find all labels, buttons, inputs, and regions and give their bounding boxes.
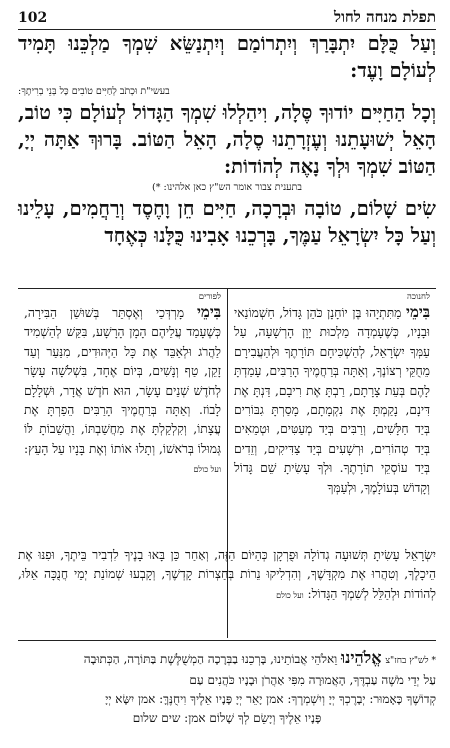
page-number: 102: [18, 10, 48, 26]
continuation-text: יִשְׂרָאֵל עָשִׂיתָ תְּשׁוּעָה גְדוֹלָה וּפֻרְקָן כְּהַיּוֹם הַזֶּה, וְאַחַר כֵּן בָּאוּ בָנֶיךָ לִדְבִיר בֵּיתֶךָ, וּפִנּוּ אֶת הֵיכָלֶךָ, וְטִהֲרוּ אֶת מִקְדָּשֶׁךָ, וְהִדְלִיקוּ נֵרוֹת בְּחַצְרוֹת קָדְשֶׁךָ, וְקָבְעוּ שְׁמוֹנַת יְמֵי חֲנֻכָּה אֵלּוּ, לְהוֹדוֹת וּלְהַלֵּל לְשִׁמְךָ הַגָּדוֹל:: [18, 548, 436, 601]
purim-label: לפורים: [198, 292, 221, 302]
ve-al-kulam-paragraph: וְעַל כֻּלָּם יִתְבָּרַךְ וְיִתְרוֹמַם וְיִתְנַשֵּׂא שִׁמְךָ מַלְכֵּנוּ תָּמִיד לְעוֹלָם וָעֶד:: [18, 32, 436, 82]
footnote-line-3: קְדוֹשֶׁךָ כָּאָמוּר: יְבָרֶכְךָ יְיָ וְיִשְׁמְרֶךָ: אמן יָאֵר יְיָ פָּנָיו אֵלֶיךָ וִיחֻנֶּךָּ: אמן יִשָּׂא יְיָ: [105, 692, 436, 706]
chanukah-continuation: [18, 546, 436, 605]
footnote-line-1: [18, 648, 436, 671]
vechol-hachaim-paragraph: וְכָל הַחַיִּים יוֹדוּךָ סֶּלָה, וִיהַלְלוּ שִׁמְךָ הַגָּדוֹל לְעוֹלָם כִּי טוֹב, הָאֵל יְשׁוּעָתֵנוּ וְעֶזְרָתֵנוּ סֶלָה, הָאֵל הַטּוֹב. בָּרוּךְ אַתָּה יְיָ, הַטּוֹב שִׁמְךָ וּלְךָ נָאֶה לְהוֹדוֹת:: [18, 101, 436, 178]
footnote-text-1: וֵאלֹהֵי אֲבוֹתֵינוּ, בָּרְכֵנוּ בַבְּרָכָה הַמְשֻׁלֶּשֶׁת בַּתּוֹרָה, הַכְּתוּבָה: [83, 652, 338, 666]
page-title: תפלת מנחה לחול: [334, 8, 436, 26]
chanukah-label: לחנוכה: [407, 292, 430, 302]
chanukah-opening-word: בִּימֵי: [406, 303, 431, 321]
aseret-yemei-teshuva-note: בעשי"ת וּכְתֹב לְחַיִּים טוֹבִים כָּל בְּנֵי בְרִיתֶךָ:: [18, 86, 170, 97]
public-fast-note: בתענית צבור אומר הש"ץ כאן אלהינו: *): [152, 182, 302, 193]
al-hanisim-purim: [24, 303, 221, 480]
footnote-line-4: פָּנָיו אֵלֶיךָ וְיָשֵׂם לְךָ שָׁלוֹם אמן: שים שלום: [132, 711, 322, 725]
footnote-block: [18, 648, 436, 728]
purim-opening-word: בִּימֵי: [197, 303, 221, 321]
chanukah-text: מַתִּתְיָהוּ בֶּן יוֹחָנָן כֹּהֵן גָּדוֹל, חַשְׁמוֹנַאי וּבָנָיו, כְּשֶׁעָמְדָה מַלְכוּת יָוָן הָרְשָׁעָה, עַל עַמְּךָ יִשְׂרָאֵל, לְהַשְׁכִּיחָם תּוֹרָתֶךָ וּלְהַעֲבִירָם מֵחֻקֵּי רְצוֹנֶךָ, וְאַתָּה בְּרַחֲמֶיךָ הָרַבִּים, עָמַדְתָּ לָהֶם בְּעֵת צָרָתָם, רַבְתָּ אֶת רִיבָם, דַּנְתָּ אֶת דִּינָם, נָקַמְתָּ אֶת נִקְמָתָם, מָסַרְתָּ גִבּוֹרִים בְּיַד חַלָּשִׁים, וְרַבִּים בְּיַד מְעַטִּים, וּטְמֵאִים בְּיַד טְהוֹרִים, וּרְשָׁעִים בְּיַד צַדִּיקִים, וְזֵדִים בְּיַד עוֹסְקֵי תוֹרָתֶךָ. וּלְךָ עָשִׂיתָ שֵׁם גָּדוֹל וְקָדוֹשׁ בְּעוֹלָמֶךָ, וּלְעַמְּךָ: [234, 306, 430, 495]
siddur-page: [18, 8, 436, 743]
footnote-opening-word: אֱלֹהֵינוּ: [341, 648, 382, 667]
purim-end-note: ועל כולם: [193, 465, 221, 475]
purim-text: מָרְדְּכַי וְאֶסְתֵּר בְּשׁוּשַׁן הַבִּירָה, כְּשֶׁעָמַד עֲלֵיהֶם הָמָן הָרָשָׁע, בִּקֵּשׁ לְהַשְׁמִיד לַהֲרֹג וּלְאַבֵּד אֶת כָּל הַיְּהוּדִים, מִנַּעַר וְעַד זָקֵן, טַף וְנָשִׁים, בְּיוֹם אֶחָד, בִּשְׁלֹשָׁה עָשָׂר לְחֹדֶשׁ שְׁנֵים עָשָׂר, הוּא חֹדֶשׁ אֲדָר, וּשְׁלָלָם לָבוֹז. וְאַתָּה בְּרַחֲמֶיךָ הָרַבִּים הֵפַרְתָּ אֶת עֲצָתוֹ, וְקִלְקַלְתָּ אֶת מַחֲשַׁבְתּוֹ, וַהֲשֵׁבוֹתָ לּוֹ גְּמוּלוֹ בְּרֹאשׁוֹ, וְתָלוּ אוֹתוֹ וְאֶת בָּנָיו עַל הָעֵץ:: [24, 306, 221, 456]
continuation-end-note: ועל כולם: [276, 590, 304, 600]
sim-shalom-paragraph: שִׂים שָׁלוֹם, טוֹבָה וּבְרָכָה, חַיִּים חֵן וָחֶסֶד וְרַחֲמִים, עָלֵינוּ וְעַל כָּל יִשְׂרָאֵל עַמֶּךָ, בָּרְכֵנוּ אָבִינוּ כֻּלָּנוּ כְּאֶחָד: [18, 197, 436, 247]
al-hanisim-chanukah: [234, 303, 430, 498]
footnote-line-2: עַל יְדֵי מֹשֶׁה עַבְדֶּךָ, הָאֲמוּרָה מִפִּי אַהֲרֹן וּבָנָיו כֹּהֲנִים עַם: [189, 673, 436, 687]
footnote-mark: * לש"ץ בחז"צ: [385, 656, 436, 666]
page-header: [18, 8, 436, 30]
footnote-divider: [18, 640, 436, 641]
